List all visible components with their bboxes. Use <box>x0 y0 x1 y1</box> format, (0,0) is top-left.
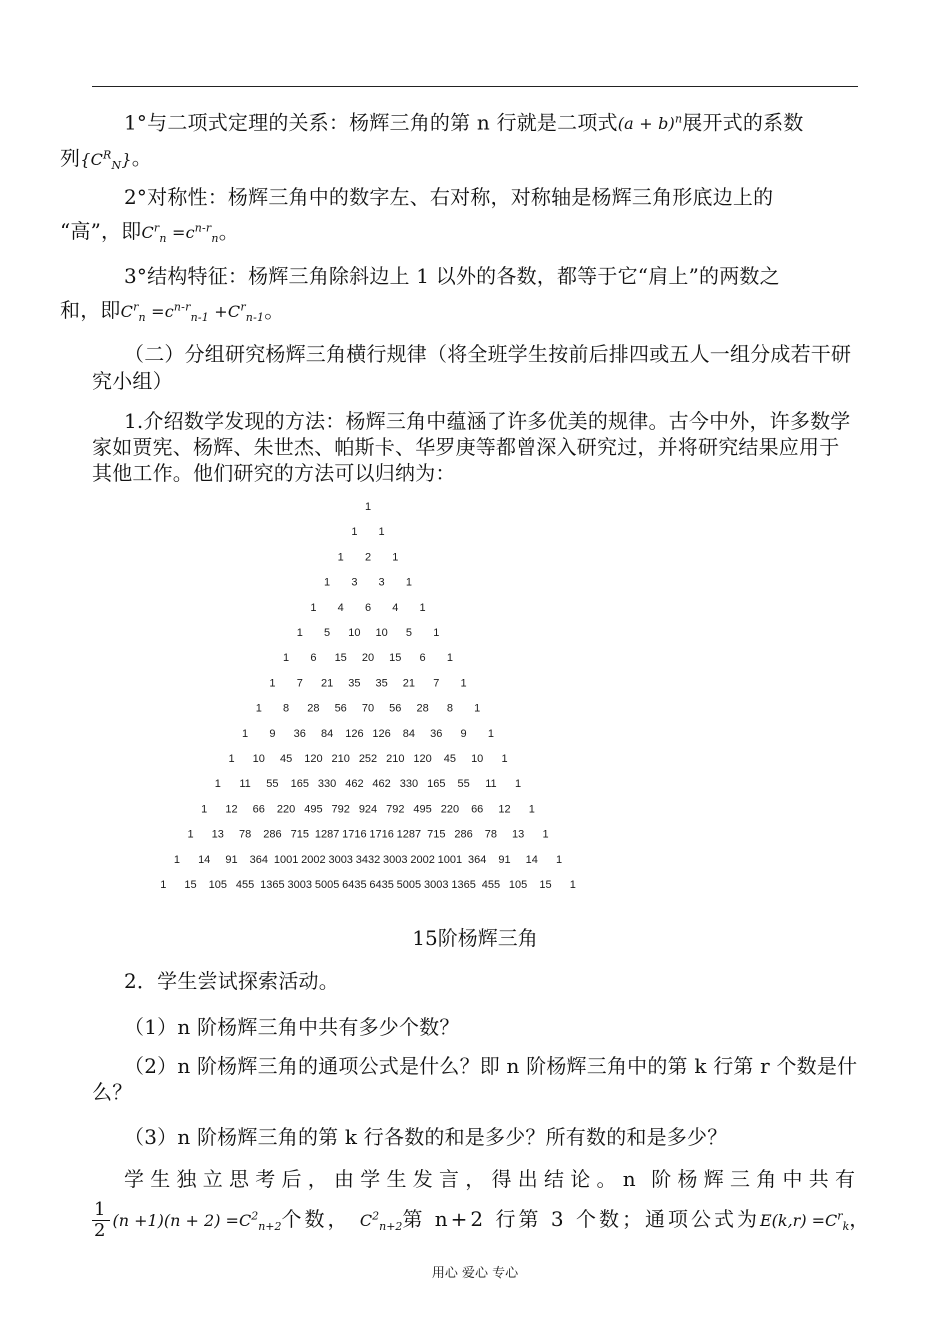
paragraph-methods: 1.介绍数学发现的方法：杨辉三角中蕴涵了许多优美的规律。古今中外，许多数学家如贾宪、杨辉、朱世杰、帕斯卡、华罗庚等都曾深入研究过，并将研究结果应用于其他工作。他们研究的方法可以归纳为： <box>92 409 851 485</box>
triangle-cell: 1 <box>433 627 440 639</box>
paragraph-binomial: 1°与二项式定理的关系：杨辉三角的第 n 行就是二项式$(a + b)^n$展开式的系数 列$\{C^R_N\}$。 <box>60 110 804 172</box>
triangle-cell: 1 <box>446 652 453 665</box>
triangle-cell: 364 <box>468 853 487 866</box>
triangle-cell: 11 <box>485 778 497 791</box>
triangle-cell: 286 <box>263 828 282 841</box>
triangle-cell: 286 <box>454 828 473 841</box>
triangle-cell: 330 <box>317 778 337 791</box>
triangle-cell: 1365 <box>260 879 285 891</box>
combination-formula: $C^2_{n+2}$ <box>359 1209 403 1234</box>
triangle-cell: 210 <box>386 753 405 765</box>
triangle-cell: 1 <box>283 652 290 665</box>
triangle-cell: 252 <box>358 753 378 765</box>
question-3: （3）n 阶杨辉三角的第 k 行各数的和是多少？所有数的和是多少？ <box>124 1125 728 1149</box>
triangle-cell: 120 <box>304 753 323 765</box>
triangle-cell: 91 <box>498 853 511 866</box>
triangle-cell: 66 <box>252 803 265 816</box>
triangle-cell: 126 <box>372 727 391 740</box>
triangle-cell: 1 <box>242 727 249 740</box>
triangle-cell: 1716 <box>342 828 367 841</box>
paragraph-formulas: $\frac{1}{2}$ $(n +1)(n + 2) =C^2_{n+2}$个数， $C^2_{n+2}$第 n+2 行第 3 个数；通项公式为$E(k,r) =C^r_k$， <box>94 1199 873 1241</box>
paragraph-structure: 3°结构特征：杨辉三角除斜边上 1 以外的各数，都等于它“肩上”的两数之 和，即$C^r_n =c^{n-r}_{n-1} +C^r_{n-1}$。 <box>60 264 780 325</box>
triangle-cell: 792 <box>331 803 350 816</box>
triangle-cell: 715 <box>290 828 309 841</box>
triangle-cell: 36 <box>430 727 443 740</box>
triangle-cell: 66 <box>471 803 484 816</box>
triangle-cell: 2 <box>364 551 372 564</box>
triangle-cell: 78 <box>238 828 252 841</box>
triangle-cell: 1 <box>228 753 235 765</box>
triangle-cell: 1 <box>378 526 385 539</box>
triangle-cell: 330 <box>399 778 419 791</box>
triangle-cell: 455 <box>481 879 501 891</box>
question-1: （1）n 阶杨辉三角中共有多少个数？ <box>124 1015 460 1039</box>
question-2: （2）n 阶杨辉三角的通项公式是什么？即 n 阶杨辉三角中的第 k 行第 r 个数是什么？ <box>92 1054 858 1104</box>
triangle-cell: 2002 <box>410 853 435 866</box>
coefficient-sequence: $\{C^R_N\}$ <box>80 148 132 172</box>
paragraph-activity: 2．学生尝试探索活动。 <box>124 969 339 993</box>
triangle-cell: 1 <box>351 526 358 539</box>
triangle-cell: 1 <box>214 778 221 791</box>
triangle-cell: 462 <box>345 778 364 791</box>
triangle-cell: 20 <box>361 652 375 665</box>
triangle-cell: 1716 <box>369 828 394 841</box>
triangle-cell: 4 <box>392 601 399 614</box>
triangle-cell: 45 <box>279 753 293 765</box>
triangle-cell: 21 <box>320 677 334 690</box>
triangle-cell: 6435 <box>369 879 394 891</box>
triangle-cell: 1001 <box>437 853 463 866</box>
triangle-cell: 1365 <box>451 879 476 891</box>
triangle-cell: 12 <box>498 803 511 816</box>
triangle-cell: 1 <box>474 702 481 715</box>
paragraph-symmetry: 2°对称性：杨辉三角中的数字左、右对称，对称轴是杨辉三角形底边上的 “高”，即$C^r_n =c^{n-r}_n$。 <box>60 185 774 246</box>
triangle-cell: 11 <box>239 778 251 791</box>
binomial-formula: $(a + b)^n$ <box>617 113 683 134</box>
triangle-cell: 8 <box>446 702 453 715</box>
triangle-cell: 1 <box>556 853 563 866</box>
triangle-cell: 12 <box>225 803 238 816</box>
triangle-cell: 495 <box>413 803 432 816</box>
triangle-cell: 3003 <box>424 879 449 891</box>
triangle-cell: 1 <box>160 879 167 891</box>
triangle-cell: 6 <box>419 652 426 665</box>
page-footer: 用心 爱心 专心 <box>431 1266 519 1281</box>
triangle-cell: 462 <box>372 778 391 791</box>
triangle-cell: 3003 <box>383 853 408 866</box>
triangle-cell: 1 <box>310 601 317 614</box>
triangle-cell: 9 <box>460 727 467 740</box>
triangle-cell: 1 <box>255 702 262 715</box>
triangle-caption: 15阶杨辉三角 <box>412 926 538 950</box>
triangle-cell: 1 <box>460 677 467 690</box>
triangle-cell: 13 <box>511 828 525 841</box>
triangle-cell: 3003 <box>287 879 313 891</box>
count-formula: $(n +1)(n + 2) =C^2_{n+2}$ <box>112 1209 282 1234</box>
triangle-cell: 3 <box>351 576 358 589</box>
triangle-cell: 165 <box>427 778 446 791</box>
triangle-cell: 1 <box>187 828 194 841</box>
triangle-cell: 1287 <box>396 828 422 841</box>
triangle-cell: 220 <box>440 803 460 816</box>
triangle-cell: 120 <box>413 753 432 765</box>
triangle-cell: 10 <box>471 753 484 765</box>
triangle-cell: 70 <box>361 702 375 715</box>
triangle-cell: 10 <box>348 627 361 639</box>
triangle-cell: 1 <box>324 576 331 589</box>
triangle-cell: 15 <box>334 652 347 665</box>
triangle-cell: 10 <box>252 753 265 765</box>
triangle-cell: 56 <box>389 702 402 715</box>
triangle-cell: 1 <box>501 753 508 765</box>
triangle-cell: 2002 <box>301 853 326 866</box>
triangle-cell: 1 <box>337 551 344 564</box>
triangle-cell: 8 <box>283 702 290 715</box>
triangle-cell: 1 <box>528 803 535 816</box>
recurrence-formula: $C^r_n =c^{n-r}_{n-1} +C^r_{n-1}$ <box>120 301 265 325</box>
triangle-cell: 45 <box>443 753 457 765</box>
triangle-cell: 105 <box>208 879 227 891</box>
triangle-cell: 715 <box>427 828 446 841</box>
paragraph-conclusion: 学生独立思考后，由学生发言，得出结论。n 阶杨辉三角中共有 <box>124 1167 858 1191</box>
triangle-cell: 14 <box>198 853 211 866</box>
triangle-cell: 6 <box>310 652 317 665</box>
triangle-cell: 3432 <box>355 853 381 866</box>
triangle-cell: 1287 <box>314 828 340 841</box>
triangle-cell: 364 <box>249 853 268 866</box>
triangle-cell: 14 <box>525 853 538 866</box>
triangle-cell: 1 <box>296 627 303 639</box>
triangle-cell: 495 <box>304 803 323 816</box>
paragraph-group-study: （二）分组研究杨辉三角横行规律（将全班学生按前后排四或五人一组分成若干研究小组） <box>92 342 852 393</box>
triangle-cell: 1 <box>405 576 412 589</box>
triangle-cell: 28 <box>416 702 429 715</box>
triangle-cell: 220 <box>276 803 296 816</box>
triangle-cell: 126 <box>345 727 364 740</box>
triangle-cell: 15 <box>539 879 552 891</box>
header-rule <box>92 86 858 87</box>
triangle-cell: 4 <box>337 601 344 614</box>
triangle-cell: 1 <box>173 853 180 866</box>
triangle-cell: 455 <box>235 879 255 891</box>
triangle-cell: 1 <box>364 501 372 513</box>
triangle-cell: 105 <box>508 879 528 891</box>
triangle-cell: 84 <box>402 727 416 740</box>
triangle-cell: 1 <box>419 601 426 614</box>
triangle-cell: 28 <box>307 702 320 715</box>
triangle-cell: 15 <box>389 652 402 665</box>
symmetry-formula: $C^r_n =c^{n-r}_n$ <box>141 222 219 246</box>
triangle-cell: 1 <box>269 677 276 690</box>
triangle-cell: 1 <box>542 828 549 841</box>
triangle-cell: 9 <box>269 727 276 740</box>
triangle-cell: 1 <box>487 727 494 740</box>
triangle-cell: 1001 <box>273 853 299 866</box>
triangle-cell: 210 <box>331 753 350 765</box>
triangle-cell: 165 <box>290 778 309 791</box>
triangle-cell: 13 <box>211 828 224 841</box>
triangle-cell: 1 <box>392 551 399 564</box>
triangle-cell: 5005 <box>314 879 340 891</box>
triangle-cell: 21 <box>402 677 416 690</box>
triangle-cell: 55 <box>266 778 279 791</box>
triangle-cell: 6435 <box>342 879 367 891</box>
triangle-cell: 78 <box>484 828 498 841</box>
triangle-cell: 7 <box>296 677 303 690</box>
triangle-cell: 84 <box>320 727 334 740</box>
triangle-cell: 3003 <box>328 853 353 866</box>
triangle-cell: 91 <box>225 853 238 866</box>
triangle-cell: 1 <box>515 778 522 791</box>
triangle-cell: 56 <box>334 702 347 715</box>
triangle-cell: 792 <box>386 803 405 816</box>
general-term-formula: $E(k,r) =C^r_k$ <box>759 1209 850 1234</box>
triangle-cell: 6 <box>364 601 372 614</box>
triangle-cell: 1 <box>201 803 208 816</box>
triangle-cell: 5 <box>324 627 331 639</box>
triangle-cell: 35 <box>348 677 361 690</box>
triangle-cell: 10 <box>375 627 388 639</box>
fraction-one-half: $\frac{1}{2}$ <box>94 1199 109 1241</box>
triangle-cell: 3 <box>378 576 385 589</box>
triangle-cell: 5005 <box>396 879 422 891</box>
triangle-cell: 5 <box>405 627 412 639</box>
triangle-cell: 35 <box>375 677 388 690</box>
triangle-cell: 1 <box>569 879 576 891</box>
triangle-cell: 924 <box>358 803 378 816</box>
triangle-cell: 55 <box>457 778 470 791</box>
triangle-cell: 36 <box>293 727 306 740</box>
triangle-cell: 15 <box>184 879 197 891</box>
triangle-cell: 7 <box>433 677 440 690</box>
